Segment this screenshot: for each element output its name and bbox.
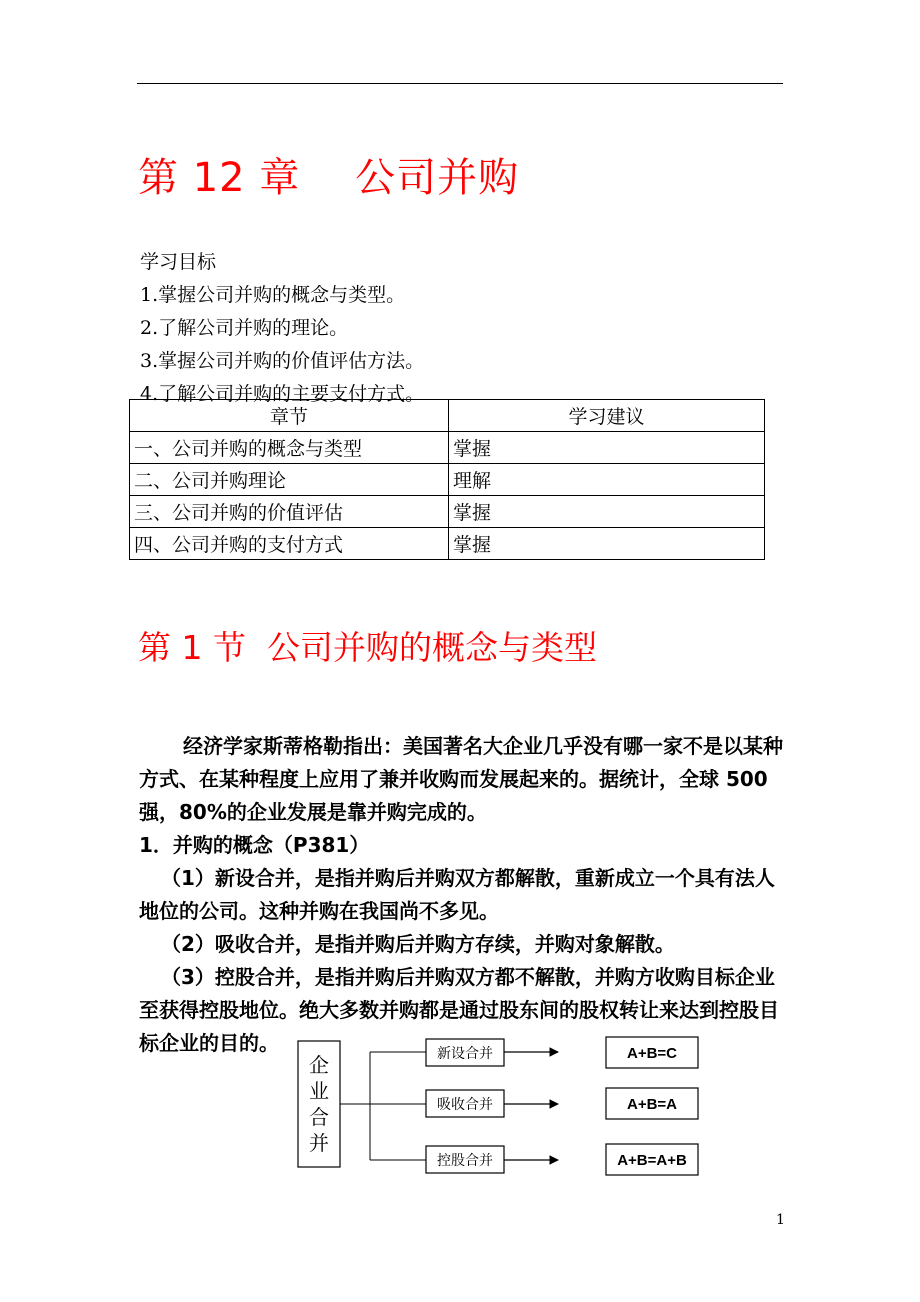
table-cell-section: 二、公司并购理论 (130, 464, 449, 496)
learning-goal-item: 4.了解公司并购的主要支付方式。 (140, 383, 425, 405)
branch-label: 新设合并 (437, 1046, 493, 1062)
body-text (139, 730, 785, 1060)
table-cell-section: 一、公司并购的概念与类型 (130, 432, 449, 464)
column-header-section: 章节 (130, 400, 449, 432)
learning-goal-item: 1.掌握公司并购的概念与类型。 (140, 284, 406, 306)
section-title: 第 1 节 公司并购的概念与类型 (138, 628, 597, 667)
table-cell-advice: 理解 (449, 464, 765, 496)
table-row (130, 528, 765, 560)
study-table (129, 399, 765, 560)
table-cell-section: 三、公司并购的价值评估 (130, 496, 449, 528)
root-char: 业 (309, 1079, 329, 1103)
branch-label: 控股合并 (437, 1153, 493, 1169)
merger-types-diagram (290, 1030, 710, 1180)
table-cell-advice: 掌握 (449, 432, 765, 464)
table-header-row (130, 400, 765, 432)
table-cell-section: 四、公司并购的支付方式 (130, 528, 449, 560)
root-char: 企 (309, 1053, 329, 1077)
learning-goal-item: 3.掌握公司并购的价值评估方法。 (140, 350, 425, 372)
table-row (130, 464, 765, 496)
header-rule (137, 83, 783, 84)
table-row (130, 496, 765, 528)
merger-type-paragraph: （3）控股合并，是指并购后并购双方都不解散，并购方收购目标企业至获得控股地位。绝大多数并购都是通过股东间的股权转让来达到控股目标企业的目的。 (139, 965, 779, 1055)
table-cell-advice: 掌握 (449, 528, 765, 560)
merger-type-paragraph: （1）新设合并，是指并购后并购双方都解散，重新成立一个具有法人地位的公司。这种并购在我国尚不多见。 (139, 866, 775, 923)
column-header-advice: 学习建议 (449, 400, 765, 432)
learning-goal-item: 2.了解公司并购的理论。 (140, 317, 349, 339)
page-number: 1 (776, 1212, 785, 1228)
table-row (130, 432, 765, 464)
learning-goals-heading: 学习目标 (140, 251, 217, 273)
root-char: 并 (309, 1131, 329, 1155)
result-label: A+B=A+B (617, 1152, 687, 1169)
merger-type-paragraph: （2）吸收合并，是指并购后并购方存续，并购对象解散。 (161, 932, 675, 956)
result-label: A+B=C (626, 1045, 678, 1062)
learning-goals (140, 246, 424, 411)
branch-label: 吸收合并 (437, 1097, 493, 1113)
root-char: 合 (309, 1105, 329, 1129)
result-label: A+B=A (626, 1096, 678, 1113)
table-cell-advice: 掌握 (449, 496, 765, 528)
intro-paragraph: 经济学家斯蒂格勒指出：美国著名大企业几乎没有哪一家不是以某种方式、在某种程度上应用了兼并收购而发展起来的。据统计，全球 500 强，80%的企业发展是靠并购完成的。 (139, 734, 783, 824)
chapter-title: 第 12 章 公司并购 (138, 155, 520, 201)
concept-heading: 1．并购的概念（P381） (139, 833, 370, 857)
